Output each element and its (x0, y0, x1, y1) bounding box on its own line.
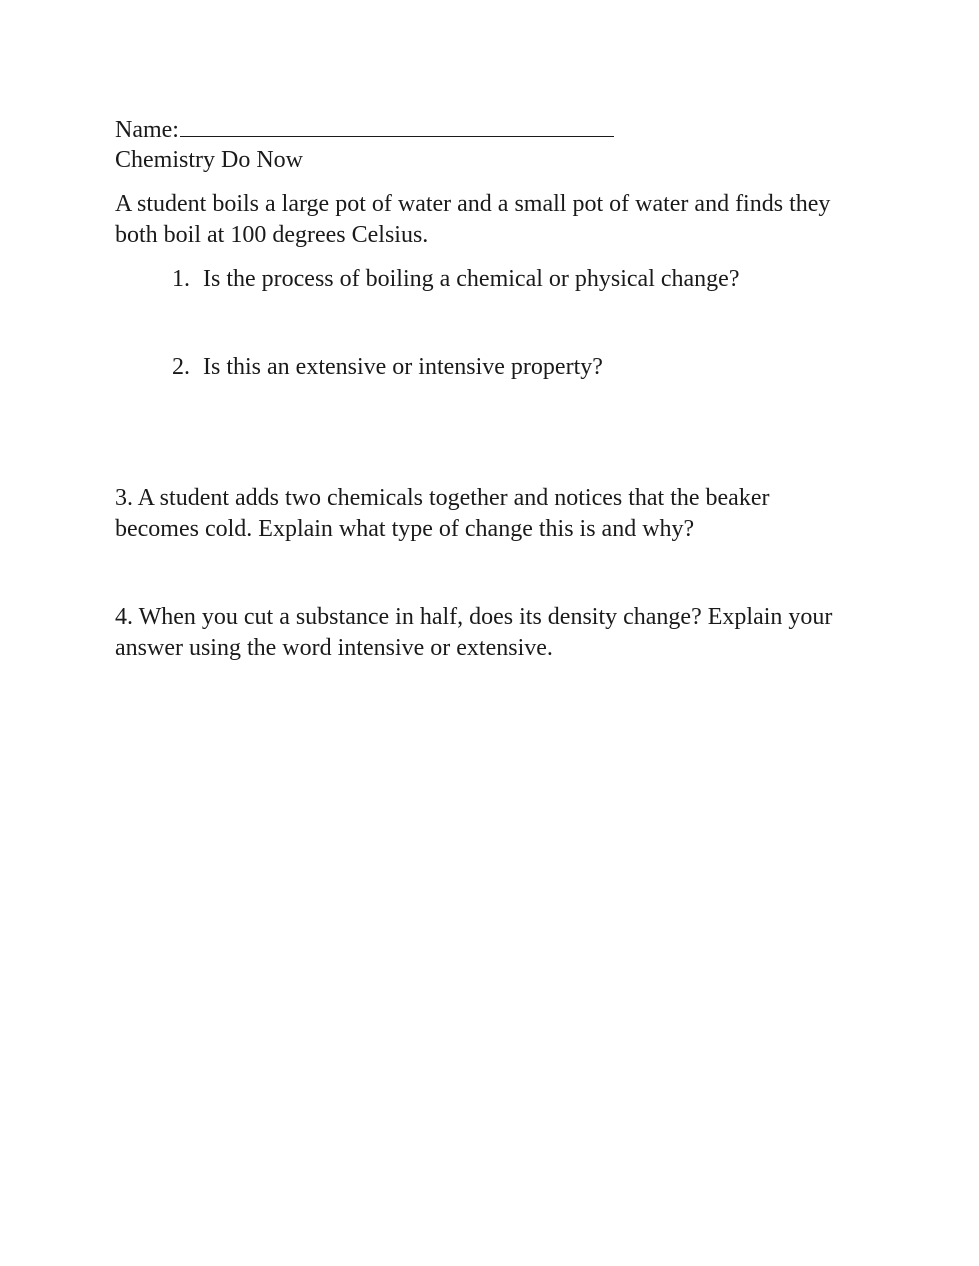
question-4-text-line-1: 4. When you cut a substance in half, does its density change? Explain your (115, 604, 833, 630)
question-1-text: Is the process of boiling a chemical or physical change? (203, 266, 740, 292)
name-label: Name: (115, 117, 179, 143)
question-2-number: 2. (172, 354, 190, 380)
intro-text-line-1: A student boils a large pot of water and a small pot of water and finds they (115, 191, 831, 217)
question-3-text-line-2: becomes cold. Explain what type of change this is and why? (115, 516, 695, 542)
name-field-row (115, 114, 614, 146)
question-1-number: 1. (172, 266, 190, 292)
question-3-text-line-1: 3. A student adds two chemicals together and notices that the beaker (115, 485, 770, 511)
name-blank-line[interactable] (180, 114, 614, 137)
question-2-text: Is this an extensive or intensive property? (203, 354, 603, 380)
question-4-text-line-2: answer using the word intensive or extensive. (115, 635, 553, 661)
intro-text-line-2: both boil at 100 degrees Celsius. (115, 222, 429, 248)
worksheet-subtitle: Chemistry Do Now (115, 147, 303, 173)
